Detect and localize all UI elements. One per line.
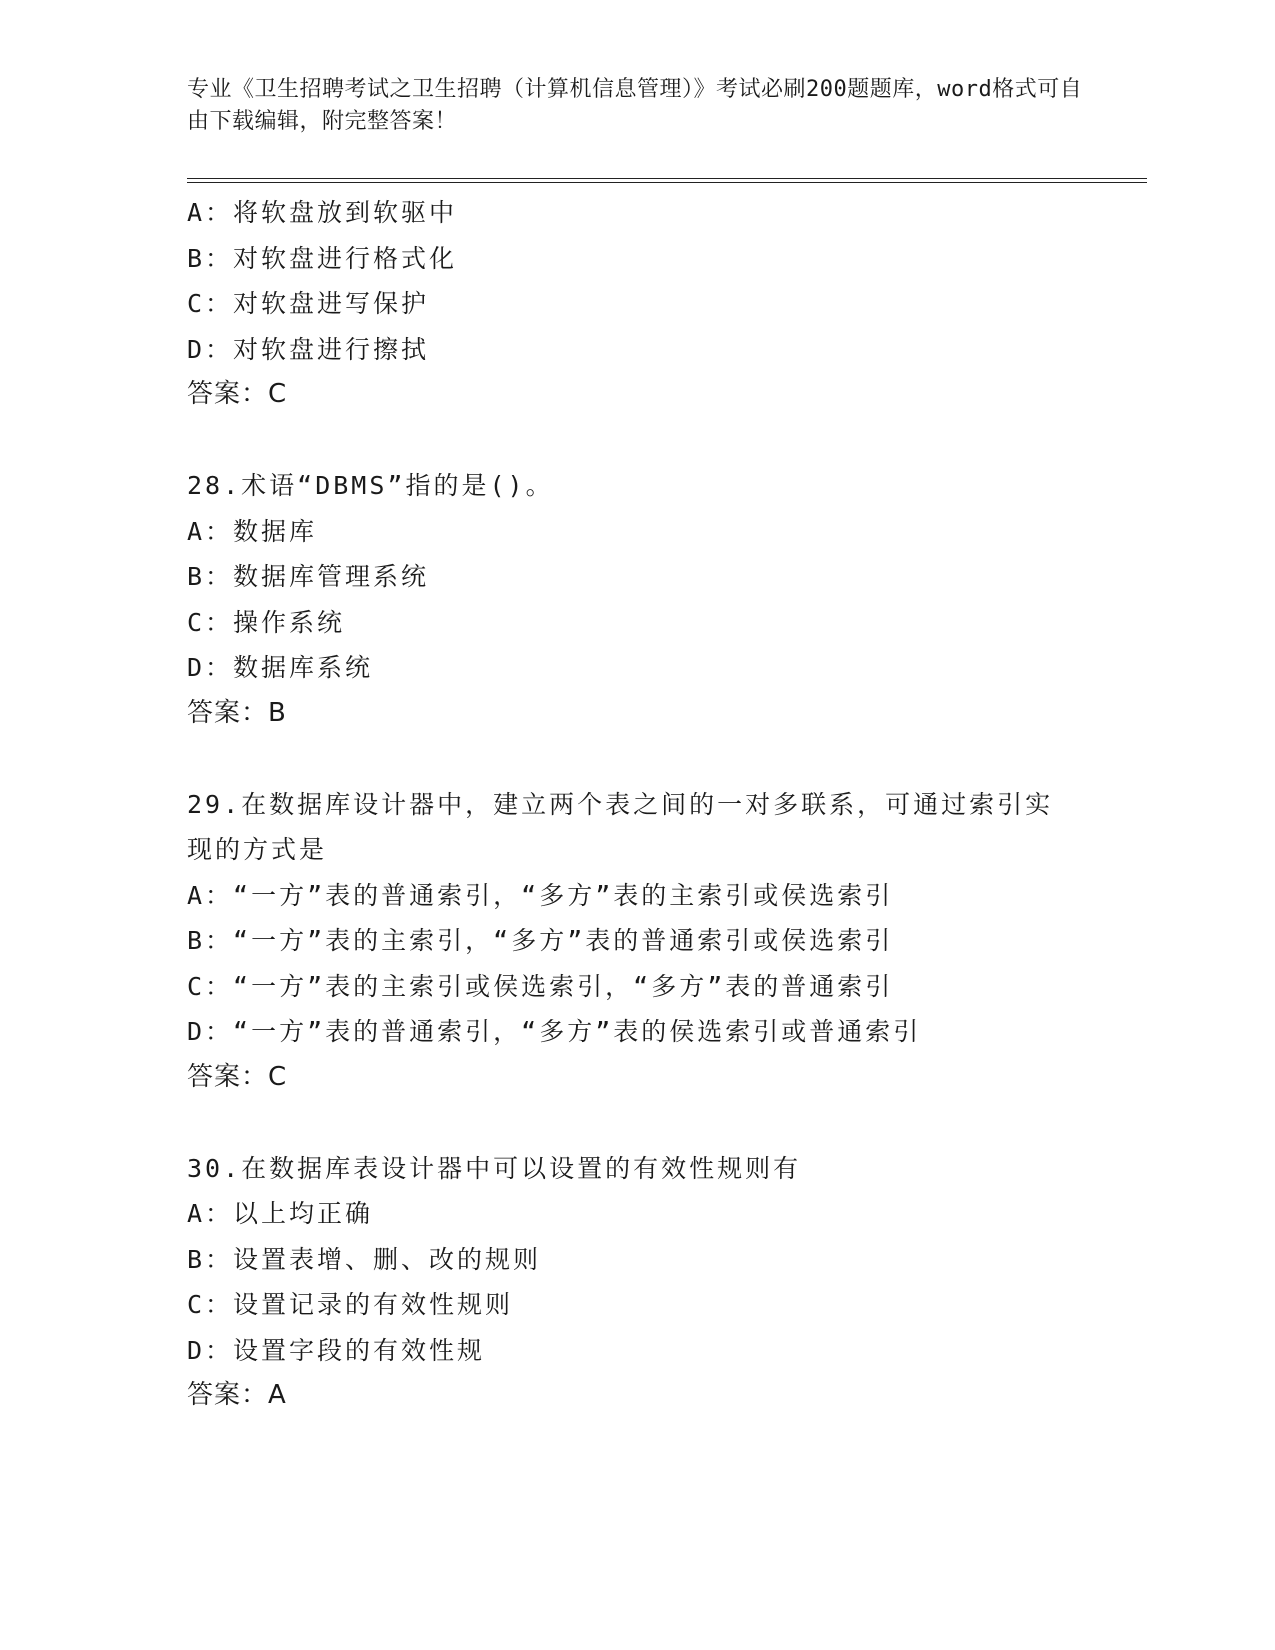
- question-block-30: [187, 1146, 1087, 1419]
- answer-line: 答案：C: [187, 379, 288, 409]
- question-block-prev: [187, 190, 1087, 418]
- question-text: 28.术语“DBMS”指的是()。: [187, 471, 554, 500]
- option-b: B：对软盘进行格式化: [187, 243, 458, 273]
- option-b: B：数据库管理系统: [187, 562, 430, 591]
- answer-line: 答案：A: [187, 1380, 287, 1410]
- option-c: C：对软盘进写保护: [187, 289, 430, 318]
- option-c: C：操作系统: [187, 607, 346, 637]
- option-a: A：“一方”表的普通索引，“多方”表的主索引或侯选索引: [187, 880, 894, 910]
- spacer: [187, 418, 1087, 464]
- spacer: [187, 736, 1087, 782]
- answer-line: 答案：B: [187, 697, 287, 728]
- option-a: A：以上均正确: [187, 1199, 374, 1228]
- option-a: A：将软盘放到软驱中: [187, 198, 458, 227]
- option-b: B：“一方”表的主索引，“多方”表的普通索引或侯选索引: [187, 926, 894, 955]
- question-text: 29.在数据库设计器中，建立两个表之间的一对多联系，可通过索引实现的方式是: [187, 789, 1054, 864]
- question-text: 30.在数据库表设计器中可以设置的有效性规则有: [187, 1153, 802, 1183]
- option-d: D：数据库系统: [187, 653, 374, 682]
- header-divider-top: [187, 178, 1147, 179]
- option-c: C：设置记录的有效性规则: [187, 1290, 514, 1319]
- spacer: [187, 1100, 1087, 1146]
- question-block-28: [187, 463, 1087, 736]
- answer-line: 答案：C: [187, 1061, 288, 1092]
- document-header: 专业《卫生招聘考试之卫生招聘（计算机信息管理）》考试必刷200题题库，word格式可自由下载编辑，附完整答案！: [187, 77, 1083, 134]
- option-d: D：对软盘进行擦拭: [187, 334, 430, 364]
- option-b: B：设置表增、删、改的规则: [187, 1244, 542, 1274]
- option-c: C：“一方”表的主索引或侯选索引，“多方”表的普通索引: [187, 971, 894, 1001]
- document-body: [187, 190, 1087, 1419]
- header-divider-bottom: [187, 182, 1147, 183]
- option-d: D：设置字段的有效性规: [187, 1335, 486, 1365]
- question-block-29: [187, 782, 1087, 1101]
- option-d: D：“一方”表的普通索引，“多方”表的侯选索引或普通索引: [187, 1017, 922, 1046]
- option-a: A：数据库: [187, 516, 318, 546]
